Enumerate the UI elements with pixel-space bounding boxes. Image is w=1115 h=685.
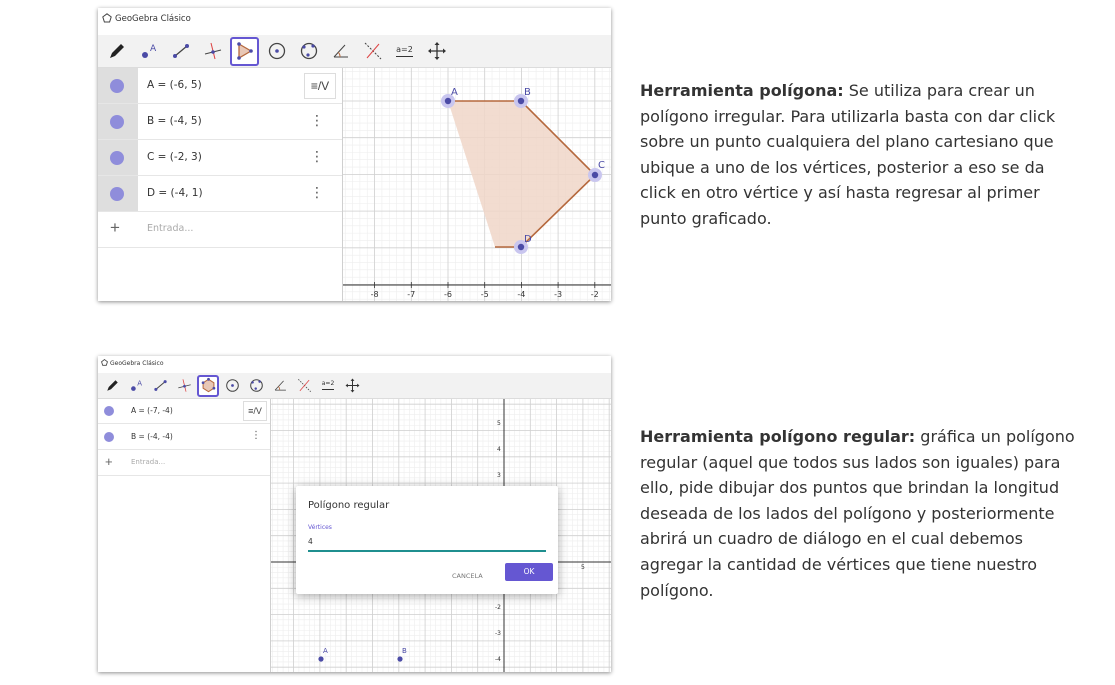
description-title: Herramienta polígona: [640,81,844,100]
vertices-value: 4 [308,537,313,546]
algebra-view [98,399,271,672]
visibility-toggle-icon[interactable] [110,115,124,129]
y-tick-label: -3 [495,630,501,637]
algebra-toggle-icon[interactable]: ≡/V [243,401,267,421]
algebra-input-row[interactable] [98,212,342,248]
graphics-canvas[interactable] [343,68,611,301]
window-titlebar [98,356,611,371]
slider-label: a=2 [321,380,335,387]
slider-icon[interactable] [317,375,339,397]
geogebra-logo-icon [101,359,108,368]
input-bar[interactable]: Entrada... [131,458,166,466]
algebra-row[interactable] [98,399,270,424]
pen-icon[interactable] [102,37,131,66]
perpendicular-icon[interactable] [198,37,227,66]
angle-icon[interactable] [269,375,291,397]
input-bar[interactable]: Entrada... [147,223,194,234]
y-tick-label: -2 [495,604,501,611]
algebra-row[interactable] [98,68,342,104]
algebra-expression[interactable]: B = (-4, 5) [147,115,202,127]
algebra-expression[interactable]: C = (-2, 3) [147,151,202,163]
algebra-expression[interactable]: D = (-4, 1) [147,187,203,199]
point-b[interactable] [397,656,402,661]
app-title: GeoGebra Clásico [115,14,191,24]
x-tick-label: -2 [590,290,599,299]
segment-icon[interactable] [166,37,195,66]
x-tick-label: -7 [407,290,416,299]
dialog-title: Polígono regular [308,500,390,511]
algebra-row[interactable] [98,424,270,450]
regular-polygon-dialog [296,486,558,594]
y-tick-label: -4 [495,656,501,663]
point-label: A [323,647,328,655]
x-tick-label: -8 [370,290,379,299]
toolbar [98,373,611,399]
visibility-toggle-icon[interactable] [104,432,114,442]
ok-button[interactable]: OK [505,563,553,581]
description-body: Se utiliza para crear un polígono irregular. Para utilizarla basta con dar click sobre un punto cualquiera del plano cartesiano que ubique a uno de los vértices, posterior a eso se da click en otro vértice y así hasta regresar al primer punto graficado. [640,81,1056,228]
description-body: gráfica un polígono regular (aquel que todos sus lados son iguales) para ello, pide dibujar dos puntos que brindan la longitud deseada de los lados del polígono y posteriormente abrirá un cuadro de diálogo en el cual debemos agregar la cantidad de vértices que tiene nuestro polígono. [640,427,1075,600]
circle-icon[interactable] [262,37,291,66]
circle-three-points-icon[interactable] [294,37,323,66]
slider-icon[interactable] [390,37,419,66]
algebra-row[interactable] [98,104,342,140]
x-tick-label: -3 [554,290,563,299]
circle-icon[interactable] [221,375,243,397]
x-tick-label: 5 [581,564,585,571]
point-a[interactable] [318,656,323,661]
algebra-expression[interactable]: A = (-7, -4) [131,406,173,415]
angle-icon[interactable] [326,37,355,66]
description-title: Herramienta polígono regular: [640,427,916,446]
point-label: B [402,647,407,655]
algebra-row[interactable] [98,176,342,212]
point-label: B [524,87,531,98]
add-icon[interactable]: + [105,454,113,469]
polygon-icon[interactable] [230,37,259,66]
y-tick-label: 4 [497,446,501,453]
vertices-field-label: Vértices [308,524,332,531]
more-options-icon[interactable]: ⋮ [310,185,324,201]
slider-label: a=2 [396,44,413,54]
algebra-view [98,68,343,301]
point-label: D [524,234,532,245]
point-icon[interactable] [134,37,163,66]
algebra-row[interactable] [98,140,342,176]
add-icon[interactable]: + [110,218,120,237]
description-polygon-tool [640,78,1080,232]
svg-text:A: A [149,44,156,54]
x-tick-label: -4 [517,290,526,299]
toolbar [98,35,611,68]
reflect-icon[interactable] [358,37,387,66]
regular-polygon-icon[interactable] [197,375,219,397]
algebra-toggle-icon[interactable]: ≡/V [304,73,336,99]
circle-three-points-icon[interactable] [245,375,267,397]
move-view-icon[interactable] [341,375,363,397]
svg-text:A: A [136,379,142,388]
more-options-icon[interactable]: ⋮ [310,113,324,129]
point-label: C [598,160,605,171]
description-regular-polygon-tool [640,424,1080,603]
algebra-expression[interactable]: A = (-6, 5) [147,79,202,91]
segment-icon[interactable] [149,375,171,397]
visibility-toggle-icon[interactable] [110,187,124,201]
visibility-toggle-icon[interactable] [110,151,124,165]
pen-icon[interactable] [101,375,123,397]
geogebra-screenshot-regular-polygon [98,356,611,672]
cancel-button[interactable]: CANCELA [452,572,483,580]
more-options-icon[interactable]: ⋮ [251,430,261,441]
more-options-icon[interactable]: ⋮ [310,149,324,165]
geogebra-screenshot-polygon [98,8,611,301]
x-tick-label: -5 [480,290,489,299]
visibility-toggle-icon[interactable] [110,79,124,93]
move-view-icon[interactable] [422,37,451,66]
point-label: A [451,87,458,98]
y-tick-label: 5 [497,420,501,427]
vertices-field[interactable] [308,534,546,552]
app-title: GeoGebra Clásico [110,360,164,367]
geogebra-logo-icon [102,13,112,26]
algebra-input-row[interactable] [98,450,270,476]
visibility-toggle-icon[interactable] [104,406,114,416]
point-icon[interactable] [125,375,147,397]
y-tick-label: 3 [497,472,501,479]
x-tick-label: -6 [444,290,452,299]
algebra-expression[interactable]: B = (-4, -4) [131,432,173,441]
graphics-view[interactable] [343,68,611,301]
window-titlebar [98,8,611,30]
reflect-icon[interactable] [293,375,315,397]
perpendicular-icon[interactable] [173,375,195,397]
